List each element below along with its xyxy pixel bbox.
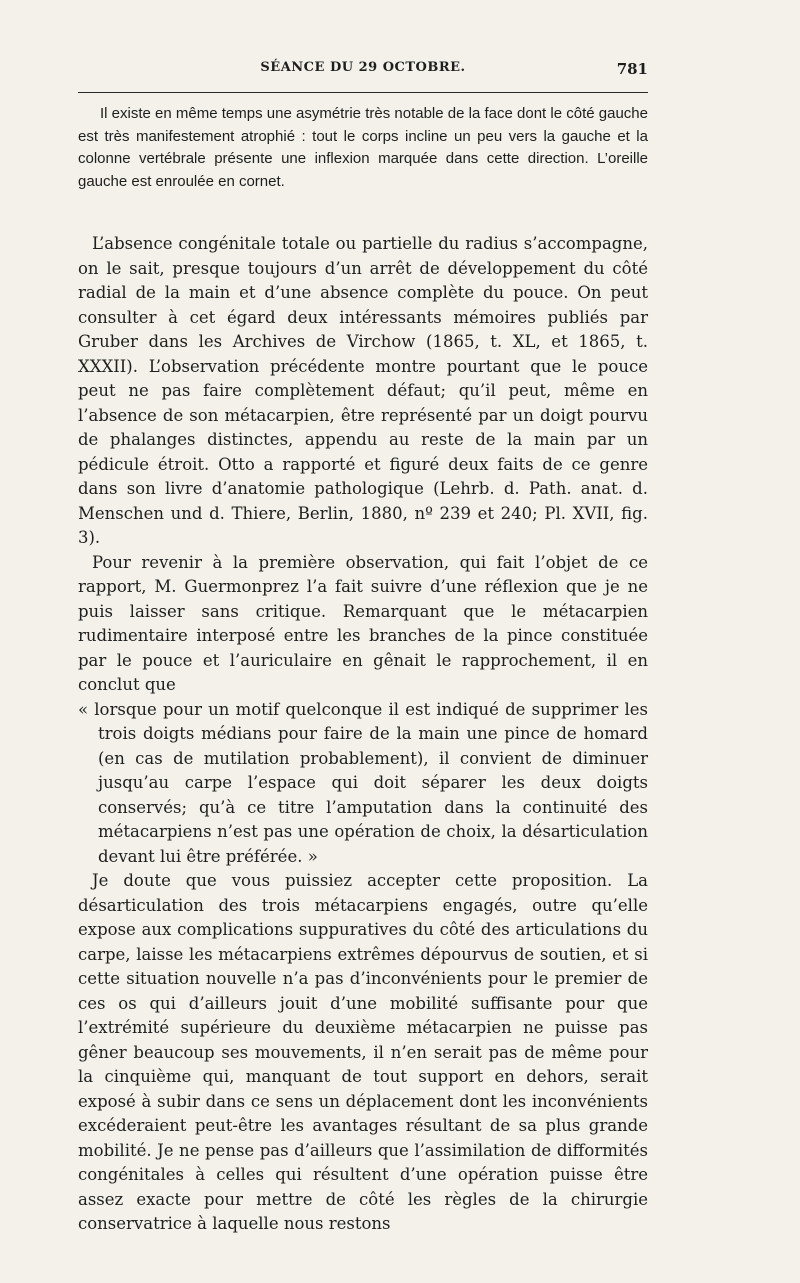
header-rule xyxy=(78,92,648,93)
paragraph-desarticulation: Je doute que vous puissiez accepter cette proposition. La désarticulation des trois métacarpiens engagés, outre qu’elle expose aux complications suppuratives du côté des articulations du carpe, laisse les métacarpiens extrêmes dépourvus de soutien, et si cette situation nouvelle n’a pas d’inconvénients pour le premier de ces os qui d’ailleurs jouit d’une mobilité suffisante pour que l’extrémité supérieure du deuxième métacarpien ne puisse pas gêner beaucoup ses mouvements, il n’en serait pas de même pour la cinquième qui, manquant de tout support en dehors, serait exposé à subir dans ce sens un déplacement dont les inconvénients excéderaient peut-être les avantages résultant de sa plus grande mobilité. Je ne pense pas d’ailleurs que l’assimilation de difformités congénitales à celles qui résultent d’une opération puisse être assez exacte pour mettre de côté les règles de la chirurgie conservatrice à laquelle nous restons xyxy=(78,871,648,1233)
paragraph-guermonprez-intro: Pour revenir à la première observation, qui fait l’objet de ce rapport, M. Guermonprez l’a fait suivre d’une réflexion que je ne puis laisser sans critique. Remarquant que le métacarpien rudimentaire interposé entre les branches de la pince constituée par le pouce et l’auriculaire en gênait le rapprochement, il en conclut que xyxy=(78,552,648,694)
quotation: « lorsque pour un motif quelconque il est indiqué de supprimer les trois doigts médians pour faire de la main une pince de homard (en cas de mutilation probablement), il convient de diminuer jusqu’au carpe l’espace qui doit séparer les deux doigts conservés; qu’à ce titre l’amputation dans la continuité des métacarpiens n’est pas une opération de choix, la désarticulation devant lui être préférée. » xyxy=(78,699,648,866)
body-text xyxy=(78,232,648,1237)
running-head: SÉANCE DU 29 OCTOBRE. xyxy=(260,60,466,75)
paragraph-radius: L’absence congénitale totale ou partielle du radius s’accompagne, on le sait, presque toujours d’un arrêt de développement du côté radial de la main et d’une absence complète du pouce. On peut consulter à cet égard deux intéressants mémoires publiés par Gruber dans les Archives de Virchow (1865, t. XL, et 1865, t. XXXII). L’observation précédente montre pourtant que le pouce peut ne pas faire complètement défaut; qu’il peut, même en l’absence de son métacarpien, être représenté par un doigt pourvu de phalanges distinctes, appendu au reste de la main par un pédicule étroit. Otto a rapporté et figuré deux faits de ce genre dans son livre d’anatomie pathologique (Lehrb. d. Path. anat. d. Menschen und d. Thiere, Berlin, 1880, nº 239 et 240; Pl. XVII, fig. 3). xyxy=(78,234,648,547)
note-block xyxy=(78,103,648,193)
page-number: 781 xyxy=(616,60,648,78)
page-header xyxy=(78,60,648,82)
note-paragraph: Il existe en même temps une asymétrie très notable de la face dont le côté gauche est très manifestement atrophié : tout le corps incline un peu vers la gauche et la colonne vertébrale présente une inflexion marquée dans cette direction. L’oreille gauche est enroulée en cornet. xyxy=(78,105,648,190)
paragraph-guermonprez xyxy=(78,551,648,870)
